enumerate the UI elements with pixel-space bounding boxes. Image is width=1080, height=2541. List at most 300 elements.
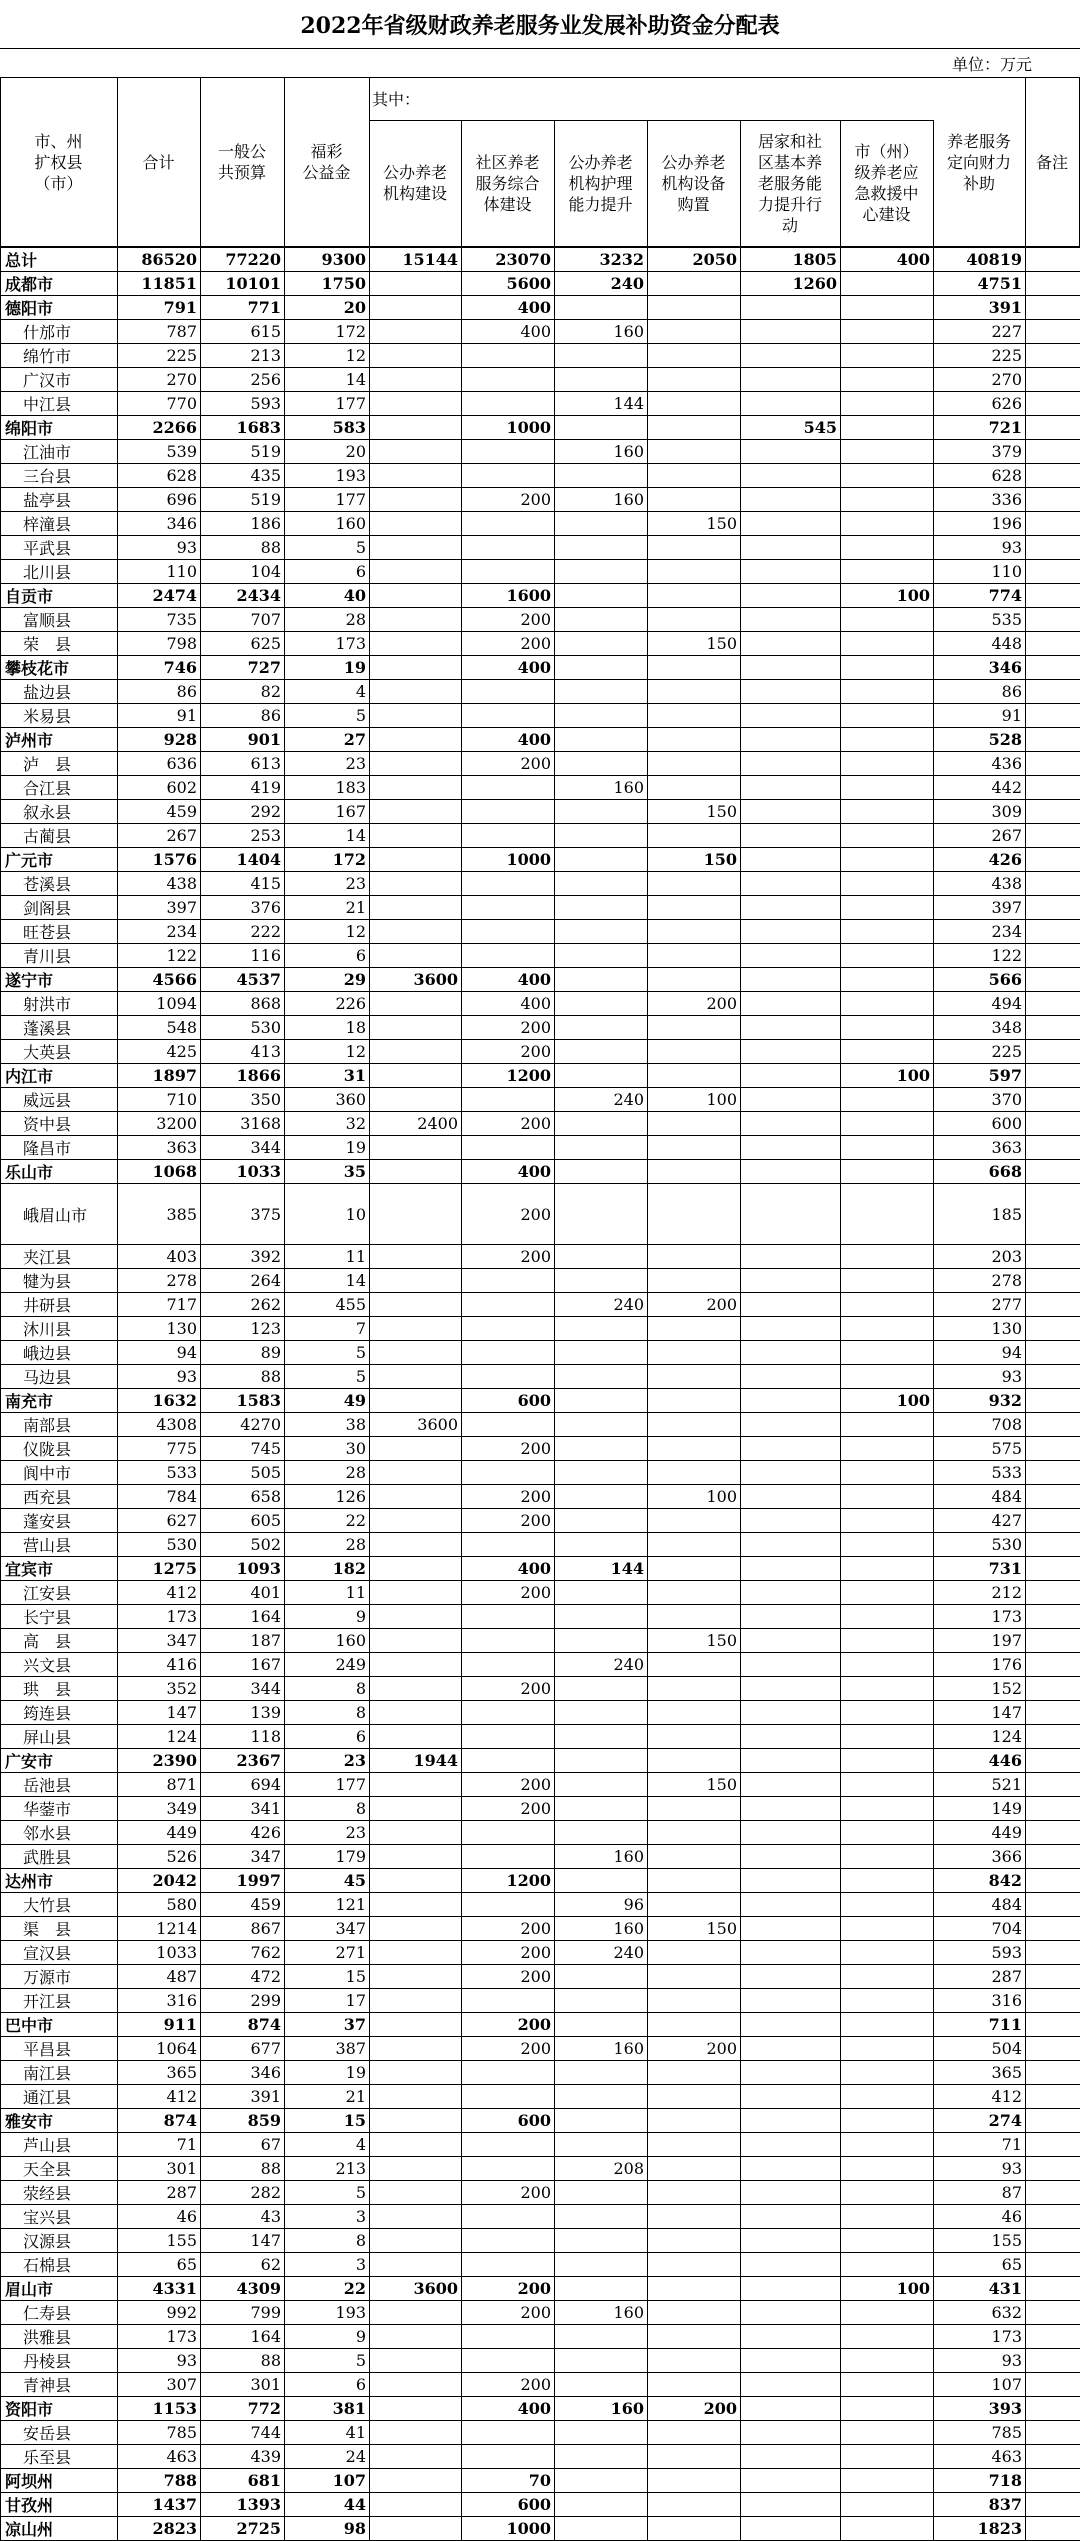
row-value-cell: 316 [934, 1989, 1026, 2013]
row-value-cell: 1153 [118, 2397, 201, 2421]
row-value-cell [370, 1533, 462, 1557]
row-value-cell [555, 1269, 648, 1293]
table-row [1, 2133, 1080, 2157]
row-value-cell: 200 [462, 1917, 555, 1941]
table-row [1, 2397, 1080, 2421]
row-value-cell [370, 1845, 462, 1869]
header-total: 合计 [117, 78, 200, 246]
row-value-cell: 772 [201, 2397, 285, 2421]
row-value-cell: 397 [118, 896, 201, 920]
row-value-cell [370, 896, 462, 920]
row-value-cell: 403 [118, 1245, 201, 1269]
header-c4: 公办养老 机构设备 购置 [647, 120, 740, 246]
row-value-cell [370, 1365, 462, 1389]
row-region-name: 内江市 [1, 1064, 118, 1088]
row-value-cell [1026, 248, 1080, 272]
row-value-cell [555, 2205, 648, 2229]
row-value-cell: 124 [118, 1725, 201, 1749]
row-region-name: 射洪市 [1, 992, 118, 1016]
table-row [1, 704, 1080, 728]
row-value-cell [841, 1701, 934, 1725]
row-region-name: 长宁县 [1, 1605, 118, 1629]
row-value-cell [741, 1160, 841, 1184]
row-value-cell [648, 2517, 741, 2541]
table-row [1, 272, 1080, 296]
row-value-cell [1026, 416, 1080, 440]
row-value-cell [555, 2373, 648, 2397]
row-value-cell: 23 [285, 872, 370, 896]
row-value-cell [370, 1064, 462, 1088]
row-value-cell: 442 [934, 776, 1026, 800]
row-region-name: 夹江县 [1, 1245, 118, 1269]
row-value-cell: 21 [285, 2085, 370, 2109]
row-value-cell: 710 [118, 1088, 201, 1112]
row-value-cell [555, 416, 648, 440]
row-value-cell [370, 608, 462, 632]
row-value-cell: 400 [462, 1557, 555, 1581]
row-value-cell: 173 [285, 632, 370, 656]
row-value-cell [555, 2229, 648, 2253]
row-value-cell [841, 1088, 934, 1112]
row-value-cell [370, 2157, 462, 2181]
row-value-cell [841, 1533, 934, 1557]
row-value-cell: 1805 [741, 248, 841, 272]
row-value-cell: 9 [285, 2325, 370, 2349]
row-value-cell [1026, 1317, 1080, 1341]
row-value-cell [841, 1821, 934, 1845]
row-value-cell [462, 896, 555, 920]
row-value-cell: 1750 [285, 272, 370, 296]
row-value-cell: 837 [934, 2493, 1026, 2517]
row-region-name: 渠 县 [1, 1917, 118, 1941]
row-value-cell: 871 [118, 1773, 201, 1797]
row-value-cell: 379 [934, 440, 1026, 464]
row-value-cell [1026, 1797, 1080, 1821]
row-value-cell: 23 [285, 1749, 370, 1773]
row-value-cell: 93 [934, 2349, 1026, 2373]
row-value-cell: 182 [285, 1557, 370, 1581]
row-value-cell: 344 [201, 1677, 285, 1701]
row-value-cell: 30 [285, 1437, 370, 1461]
row-value-cell [1026, 1629, 1080, 1653]
row-value-cell [462, 1653, 555, 1677]
table-row [1, 320, 1080, 344]
row-value-cell [370, 1605, 462, 1629]
row-value-cell: 744 [201, 2421, 285, 2445]
row-value-cell: 200 [462, 1040, 555, 1064]
row-value-cell: 18 [285, 1016, 370, 1040]
row-value-cell: 31 [285, 1064, 370, 1088]
row-value-cell [841, 1773, 934, 1797]
row-value-cell [741, 1581, 841, 1605]
table-row [1, 1941, 1080, 1965]
table-row [1, 1413, 1080, 1437]
row-value-cell: 277 [934, 1293, 1026, 1317]
row-value-cell [741, 1485, 841, 1509]
row-value-cell: 96 [555, 1893, 648, 1917]
row-value-cell [648, 1136, 741, 1160]
row-value-cell: 88 [201, 2157, 285, 2181]
row-value-cell: 160 [555, 2037, 648, 2061]
row-value-cell [462, 704, 555, 728]
row-value-cell: 347 [118, 1629, 201, 1653]
row-value-cell [648, 272, 741, 296]
row-value-cell: 23 [285, 1821, 370, 1845]
row-value-cell: 2725 [201, 2517, 285, 2541]
row-value-cell: 144 [555, 1557, 648, 1581]
table-row [1, 584, 1080, 608]
row-value-cell [741, 1184, 841, 1245]
row-value-cell [841, 1269, 934, 1293]
row-value-cell [462, 920, 555, 944]
row-value-cell: 6 [285, 560, 370, 584]
row-value-cell: 600 [462, 1389, 555, 1413]
row-value-cell [555, 464, 648, 488]
row-value-cell: 167 [285, 800, 370, 824]
header-c7: 养老服务 定向财力 补助 [933, 78, 1025, 246]
row-value-cell: 270 [118, 368, 201, 392]
row-value-cell [648, 1893, 741, 1917]
row-region-name: 泸州市 [1, 728, 118, 752]
row-value-cell [1026, 1845, 1080, 1869]
row-value-cell: 150 [648, 632, 741, 656]
row-value-cell: 416 [118, 1653, 201, 1677]
row-value-cell: 419 [201, 776, 285, 800]
row-value-cell: 1600 [462, 584, 555, 608]
row-value-cell [1026, 1088, 1080, 1112]
row-value-cell [370, 848, 462, 872]
row-value-cell [555, 1317, 648, 1341]
table-row [1, 2493, 1080, 2517]
row-value-cell [1026, 2013, 1080, 2037]
row-region-name: 苍溪县 [1, 872, 118, 896]
row-value-cell: 91 [934, 704, 1026, 728]
table-row [1, 1461, 1080, 1485]
row-value-cell [462, 872, 555, 896]
row-value-cell [1026, 1821, 1080, 1845]
row-value-cell: 771 [201, 296, 285, 320]
row-value-cell [462, 2445, 555, 2469]
row-value-cell: 28 [285, 608, 370, 632]
row-value-cell: 160 [555, 1917, 648, 1941]
table-row [1, 2085, 1080, 2109]
row-region-name: 高 县 [1, 1629, 118, 1653]
row-value-cell [370, 440, 462, 464]
row-value-cell: 100 [841, 2277, 934, 2301]
row-value-cell: 711 [934, 2013, 1026, 2037]
row-value-cell [1026, 1605, 1080, 1629]
row-value-cell [841, 704, 934, 728]
row-value-cell [1026, 944, 1080, 968]
row-value-cell [648, 1821, 741, 1845]
table-row [1, 1088, 1080, 1112]
row-value-cell: 628 [118, 464, 201, 488]
row-value-cell [370, 1893, 462, 1917]
row-value-cell [555, 2109, 648, 2133]
row-value-cell [648, 896, 741, 920]
row-value-cell: 431 [934, 2277, 1026, 2301]
row-value-cell [841, 344, 934, 368]
row-value-cell [648, 1269, 741, 1293]
row-value-cell: 842 [934, 1869, 1026, 1893]
row-value-cell: 200 [462, 1184, 555, 1245]
row-value-cell [1026, 560, 1080, 584]
row-value-cell [841, 1365, 934, 1389]
row-value-cell: 727 [201, 656, 285, 680]
row-value-cell: 176 [934, 1653, 1026, 1677]
row-value-cell [462, 1413, 555, 1437]
row-value-cell: 292 [201, 800, 285, 824]
row-value-cell [741, 1845, 841, 1869]
row-region-name: 阆中市 [1, 1461, 118, 1485]
table-row [1, 1965, 1080, 1989]
row-value-cell: 98 [285, 2517, 370, 2541]
row-value-cell [1026, 848, 1080, 872]
row-region-name: 仪陇县 [1, 1437, 118, 1461]
row-value-cell: 28 [285, 1461, 370, 1485]
row-value-cell [555, 896, 648, 920]
row-value-cell [741, 1629, 841, 1653]
row-value-cell [741, 1677, 841, 1701]
row-value-cell [648, 1797, 741, 1821]
row-region-name: 宜宾市 [1, 1557, 118, 1581]
row-value-cell [370, 2013, 462, 2037]
row-value-cell [1026, 1112, 1080, 1136]
row-value-cell: 4309 [201, 2277, 285, 2301]
row-value-cell [648, 728, 741, 752]
table-row [1, 1160, 1080, 1184]
row-value-cell: 636 [118, 752, 201, 776]
row-value-cell [648, 2301, 741, 2325]
row-value-cell [1026, 2229, 1080, 2253]
row-value-cell [370, 296, 462, 320]
row-value-cell [1026, 1869, 1080, 1893]
table-row [1, 1725, 1080, 1749]
row-value-cell [648, 2013, 741, 2037]
row-value-cell: 10 [285, 1184, 370, 1245]
row-value-cell [1026, 2469, 1080, 2493]
row-value-cell [555, 1725, 648, 1749]
row-region-name: 蓬溪县 [1, 1016, 118, 1040]
row-value-cell: 735 [118, 608, 201, 632]
table-row [1, 1040, 1080, 1064]
row-value-cell [462, 536, 555, 560]
row-value-cell [462, 1845, 555, 1869]
row-value-cell: 530 [118, 1533, 201, 1557]
row-value-cell: 349 [118, 1797, 201, 1821]
row-value-cell [841, 416, 934, 440]
row-value-cell [1026, 1461, 1080, 1485]
row-value-cell: 28 [285, 1533, 370, 1557]
row-value-cell: 167 [201, 1653, 285, 1677]
row-value-cell: 3 [285, 2253, 370, 2277]
row-value-cell [370, 1677, 462, 1701]
row-value-cell [370, 1941, 462, 1965]
row-value-cell: 193 [285, 2301, 370, 2325]
row-value-cell: 160 [555, 2301, 648, 2325]
table-row [1, 2253, 1080, 2277]
row-value-cell: 348 [934, 1016, 1026, 1040]
row-region-name: 广汉市 [1, 368, 118, 392]
row-value-cell [841, 2373, 934, 2397]
row-value-cell [648, 560, 741, 584]
row-value-cell [741, 320, 841, 344]
table-row [1, 512, 1080, 536]
row-value-cell [1026, 344, 1080, 368]
row-value-cell: 526 [118, 1845, 201, 1869]
table-row [1, 440, 1080, 464]
row-value-cell [841, 1797, 934, 1821]
row-value-cell [648, 1437, 741, 1461]
row-value-cell [1026, 584, 1080, 608]
row-value-cell [841, 1653, 934, 1677]
table-row [1, 296, 1080, 320]
row-value-cell: 2050 [648, 248, 741, 272]
row-value-cell: 86 [934, 680, 1026, 704]
row-value-cell [462, 1701, 555, 1725]
row-value-cell [1026, 2517, 1080, 2541]
row-value-cell: 22 [285, 2277, 370, 2301]
row-value-cell [462, 680, 555, 704]
table-row [1, 416, 1080, 440]
row-value-cell [1026, 272, 1080, 296]
table-row [1, 1653, 1080, 1677]
row-value-cell [370, 1088, 462, 1112]
row-value-cell: 7 [285, 1317, 370, 1341]
row-value-cell: 93 [934, 536, 1026, 560]
row-value-cell [462, 464, 555, 488]
row-value-cell: 155 [934, 2229, 1026, 2253]
row-value-cell: 271 [285, 1941, 370, 1965]
row-value-cell [648, 344, 741, 368]
row-value-cell [555, 536, 648, 560]
row-value-cell: 874 [201, 2013, 285, 2037]
table-row [1, 344, 1080, 368]
row-value-cell [741, 2301, 841, 2325]
row-value-cell: 455 [285, 1293, 370, 1317]
row-value-cell [555, 1773, 648, 1797]
row-value-cell: 344 [201, 1136, 285, 1160]
row-value-cell: 1866 [201, 1064, 285, 1088]
row-region-name: 米易县 [1, 704, 118, 728]
row-value-cell: 179 [285, 1845, 370, 1869]
row-value-cell: 580 [118, 1893, 201, 1917]
row-value-cell [370, 2061, 462, 2085]
row-value-cell: 100 [648, 1088, 741, 1112]
row-value-cell: 449 [934, 1821, 1026, 1845]
row-value-cell: 593 [201, 392, 285, 416]
row-value-cell [555, 1136, 648, 1160]
row-value-cell: 150 [648, 1629, 741, 1653]
row-value-cell: 149 [934, 1797, 1026, 1821]
row-value-cell: 71 [934, 2133, 1026, 2157]
row-value-cell [1026, 1533, 1080, 1557]
row-value-cell [370, 2421, 462, 2445]
row-value-cell: 2434 [201, 584, 285, 608]
row-value-cell: 82 [201, 680, 285, 704]
row-value-cell [648, 1869, 741, 1893]
row-value-cell [555, 2517, 648, 2541]
row-value-cell: 107 [934, 2373, 1026, 2397]
row-value-cell [841, 1136, 934, 1160]
row-value-cell: 172 [285, 320, 370, 344]
row-value-cell: 208 [555, 2157, 648, 2181]
table-row [1, 992, 1080, 1016]
row-value-cell: 23070 [462, 248, 555, 272]
row-value-cell: 256 [201, 368, 285, 392]
row-value-cell [370, 704, 462, 728]
row-value-cell [555, 1749, 648, 1773]
row-value-cell: 19 [285, 2061, 370, 2085]
row-value-cell: 435 [201, 464, 285, 488]
row-value-cell [741, 776, 841, 800]
row-value-cell: 1576 [118, 848, 201, 872]
row-value-cell [555, 1821, 648, 1845]
row-value-cell: 775 [118, 1437, 201, 1461]
row-value-cell [1026, 1965, 1080, 1989]
row-value-cell [370, 1485, 462, 1509]
row-value-cell [1026, 536, 1080, 560]
row-value-cell: 785 [118, 2421, 201, 2445]
row-value-cell [462, 1533, 555, 1557]
row-value-cell [648, 776, 741, 800]
row-value-cell [648, 824, 741, 848]
row-value-cell: 392 [201, 1245, 285, 1269]
table-row [1, 2517, 1080, 2541]
row-value-cell [555, 2133, 648, 2157]
row-value-cell [462, 1365, 555, 1389]
row-value-cell: 150 [648, 848, 741, 872]
row-value-cell [1026, 1269, 1080, 1293]
row-value-cell [462, 944, 555, 968]
row-value-cell [841, 728, 934, 752]
row-value-cell [1026, 824, 1080, 848]
row-region-name: 宝兴县 [1, 2205, 118, 2229]
row-value-cell: 1068 [118, 1160, 201, 1184]
row-value-cell: 426 [934, 848, 1026, 872]
row-value-cell: 677 [201, 2037, 285, 2061]
row-value-cell [370, 1701, 462, 1725]
row-value-cell [741, 1965, 841, 1989]
row-value-cell [555, 560, 648, 584]
row-value-cell [741, 1389, 841, 1413]
row-value-cell [1026, 488, 1080, 512]
row-value-cell [1026, 1677, 1080, 1701]
row-value-cell [1026, 1557, 1080, 1581]
row-value-cell: 745 [201, 1437, 285, 1461]
row-value-cell: 150 [648, 512, 741, 536]
row-value-cell: 200 [462, 1797, 555, 1821]
row-value-cell [1026, 2109, 1080, 2133]
row-value-cell: 2400 [370, 1112, 462, 1136]
row-value-cell: 5 [285, 1341, 370, 1365]
row-value-cell [462, 1893, 555, 1917]
row-value-cell [648, 704, 741, 728]
table-row [1, 1845, 1080, 1869]
row-value-cell [462, 824, 555, 848]
row-value-cell [841, 2253, 934, 2277]
row-value-cell [1026, 2325, 1080, 2349]
table-row [1, 1557, 1080, 1581]
row-value-cell [741, 296, 841, 320]
row-value-cell [462, 2205, 555, 2229]
row-value-cell [741, 1245, 841, 1269]
row-value-cell: 200 [462, 2301, 555, 2325]
row-value-cell [1026, 2349, 1080, 2373]
row-value-cell: 798 [118, 632, 201, 656]
row-value-cell: 1997 [201, 1869, 285, 1893]
row-value-cell [741, 584, 841, 608]
